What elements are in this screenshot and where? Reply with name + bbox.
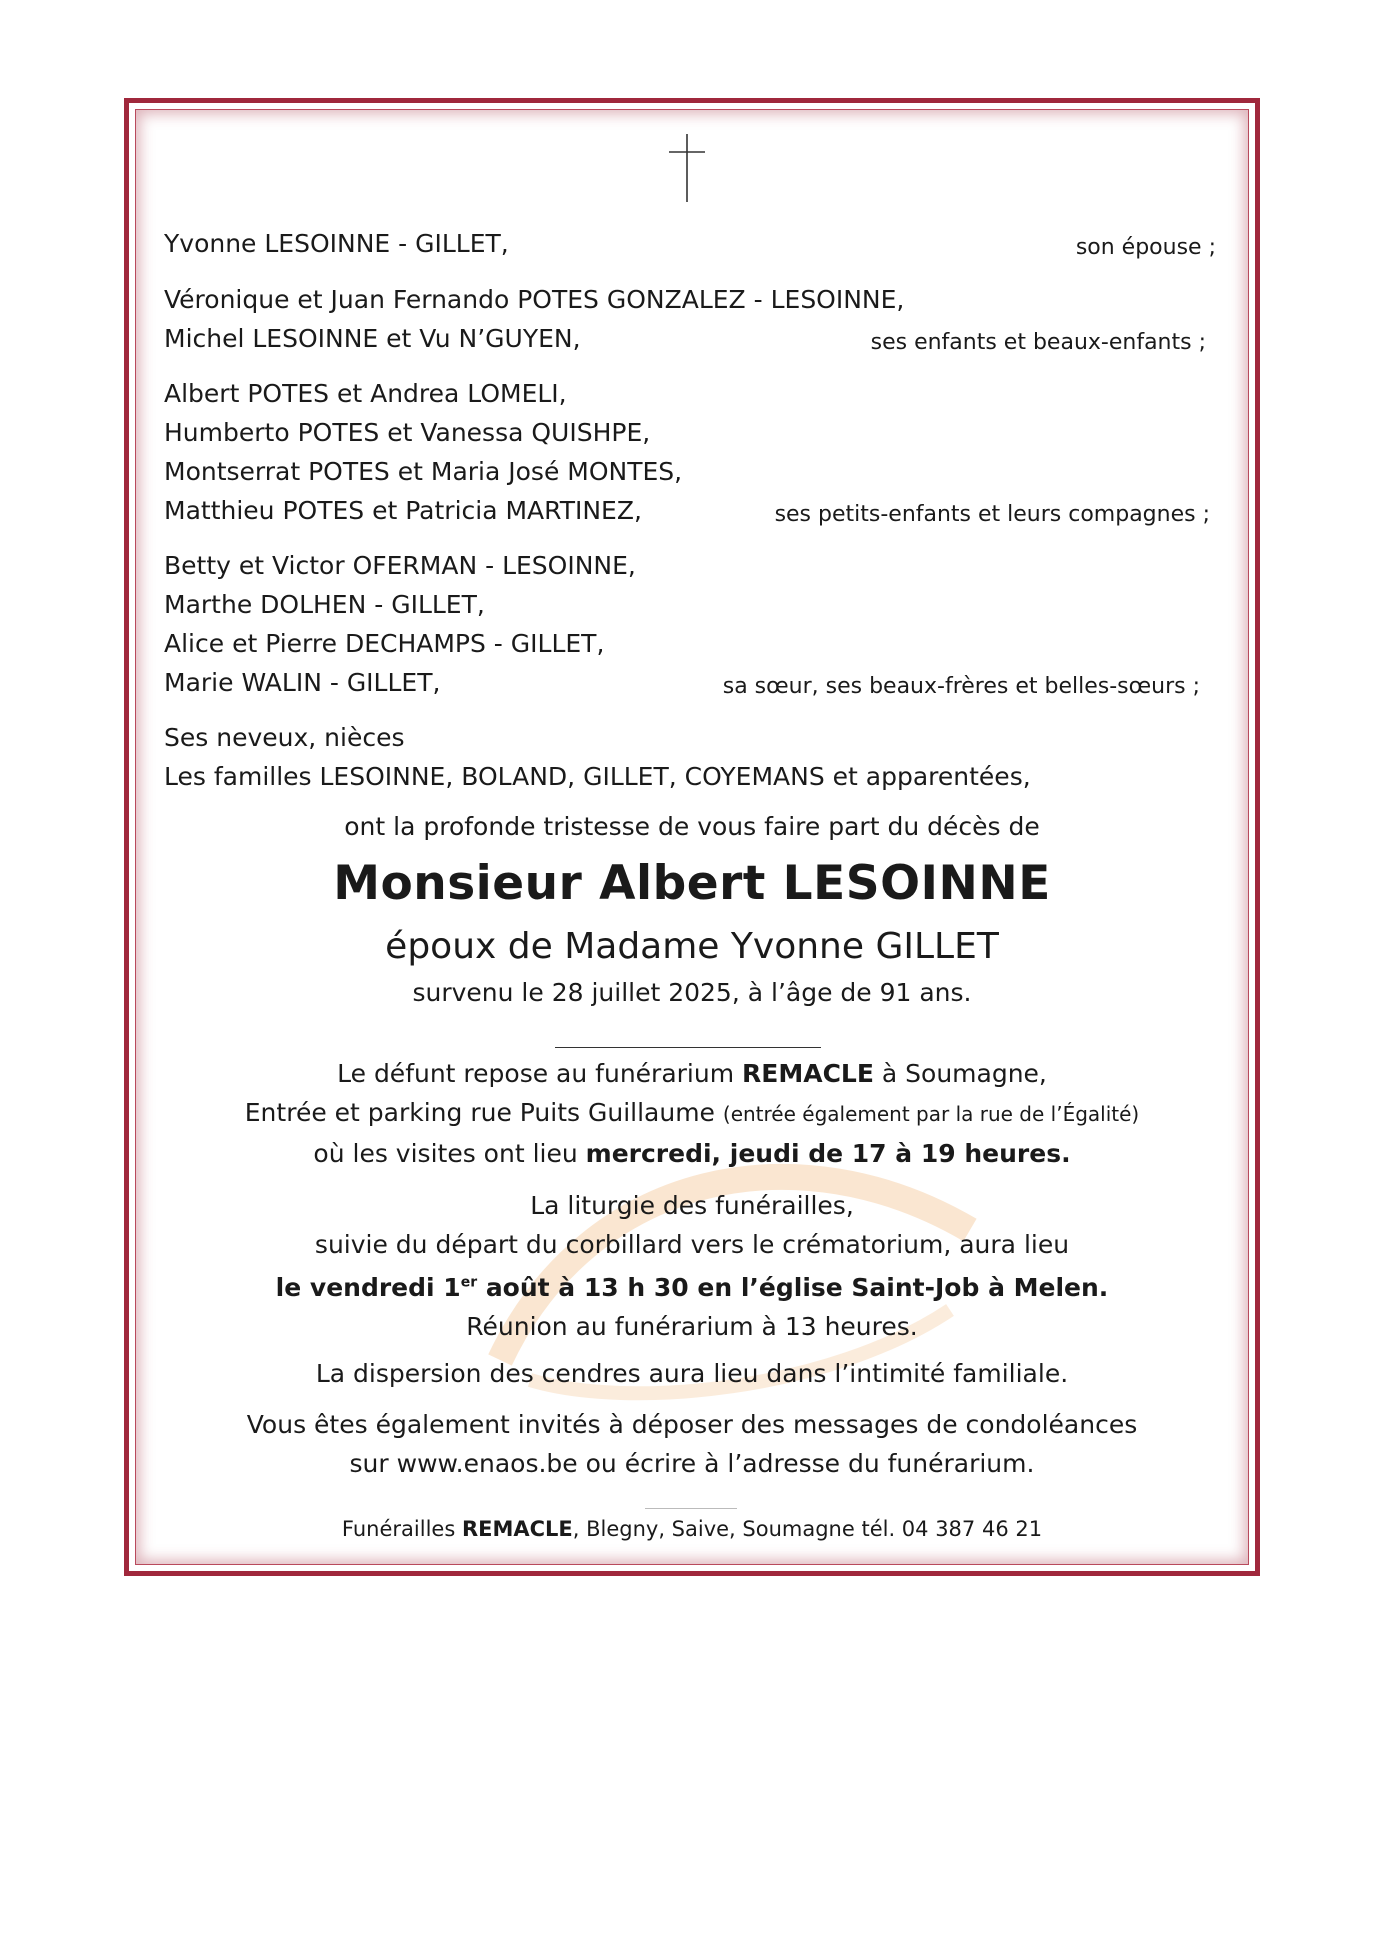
liturgy-line-4: Réunion au funérarium à 13 heures.: [466, 1312, 918, 1342]
deceased-spouse: époux de Madame Yvonne GILLET: [385, 926, 999, 967]
family-relation: ses enfants et beaux-enfants ;: [870, 330, 1206, 355]
family-line: [164, 413, 1216, 452]
family-relation: son épouse ;: [1075, 235, 1216, 260]
family-name: Humberto POTES et Vanessa QUISHPE,: [164, 418, 651, 447]
liturgy-block: [134, 1186, 1250, 1346]
family-name: Betty et Victor OFERMAN - LESOINNE,: [164, 551, 636, 580]
family-group-5: [164, 718, 1216, 796]
family-group-3: [164, 374, 1216, 530]
family-name: Marie WALIN - GILLET,: [164, 668, 441, 697]
visits-block: [134, 1054, 1250, 1173]
family-line: [164, 491, 1216, 530]
announcement-intro: ont la profonde tristesse de vous faire part du décès de: [344, 812, 1040, 841]
visits-line-3: où les visites ont lieu mercredi, jeudi de 17 à 19 heures.: [313, 1139, 1071, 1168]
family-name: Véronique et Juan Fernando POTES GONZALEZ - LESOINNE,: [164, 285, 905, 314]
family-name: Yvonne LESOINNE - GILLET,: [164, 229, 509, 258]
liturgy-line-1: La liturgie des funérailles,: [530, 1191, 854, 1220]
family-line: [164, 319, 1216, 358]
family-name: Montserrat POTES et Maria José MONTES,: [164, 457, 683, 486]
family-name: Les familles LESOINNE, BOLAND, GILLET, COYEMANS et apparentées,: [164, 762, 1031, 791]
family-line: [164, 374, 1216, 413]
family-name: Alice et Pierre DECHAMPS - GILLET,: [164, 629, 605, 658]
family-line: [164, 624, 1216, 663]
family-line: [164, 585, 1216, 624]
family-line: [164, 718, 1216, 757]
liturgy-line-2: suivie du départ du corbillard vers le crématorium, aura lieu: [314, 1230, 1070, 1259]
visits-line-2: Entrée et parking rue Puits Guillaume (entrée également par la rue de l’Égalité): [244, 1098, 1140, 1127]
liturgy-line-3: le vendredi 1er août à 13 h 30 en l’église Saint-Job à Melen.: [275, 1273, 1109, 1303]
family-line: [164, 546, 1216, 585]
family-relation: sa sœur, ses beaux-frères et belles-sœurs ;: [722, 674, 1200, 699]
footer: Funérailles REMACLE, Blegny, Saive, Soumagne tél. 04 387 46 21: [341, 1517, 1043, 1541]
family-name: Albert POTES et Andrea LOMELI,: [164, 379, 567, 408]
family-name: Matthieu POTES et Patricia MARTINEZ,: [164, 496, 642, 525]
family-group-2: [164, 280, 1216, 358]
cross-icon: [667, 132, 707, 204]
family-group-4: [164, 546, 1216, 702]
funeral-home-name: REMACLE: [742, 1059, 874, 1088]
death-date: survenu le 28 juillet 2025, à l’âge de 91 ans.: [412, 978, 972, 1007]
footer-company: REMACLE: [461, 1517, 573, 1541]
deceased-name: Monsieur Albert LESOINNE: [333, 856, 1051, 911]
visits-line-1: Le défunt repose au funérarium REMACLE à Soumagne,: [337, 1059, 1047, 1088]
condolences-block: [134, 1405, 1250, 1483]
separator-line: [555, 1047, 821, 1048]
family-name: Marthe DOLHEN - GILLET,: [164, 590, 485, 619]
footer-separator: [645, 1508, 737, 1509]
condolences-line-2: sur www.enaos.be ou écrire à l’adresse du funérarium.: [349, 1449, 1035, 1478]
family-group-1: [164, 224, 1216, 263]
family-line: [164, 663, 1216, 702]
family-line: [164, 452, 1216, 491]
family-line: [164, 224, 1216, 263]
dispersion-text: La dispersion des cendres aura lieu dans l’intimité familiale.: [315, 1359, 1069, 1388]
condolences-line-1: Vous êtes également invités à déposer des messages de condoléances: [246, 1410, 1138, 1439]
family-line: [164, 757, 1216, 796]
family-name: Michel LESOINNE et Vu N’GUYEN,: [164, 324, 581, 353]
visit-hours: mercredi, jeudi de 17 à 19 heures.: [585, 1139, 1071, 1168]
family-relation: ses petits-enfants et leurs compagnes ;: [774, 502, 1210, 527]
family-line: [164, 280, 1216, 319]
family-name: Ses neveux, nièces: [164, 723, 405, 752]
